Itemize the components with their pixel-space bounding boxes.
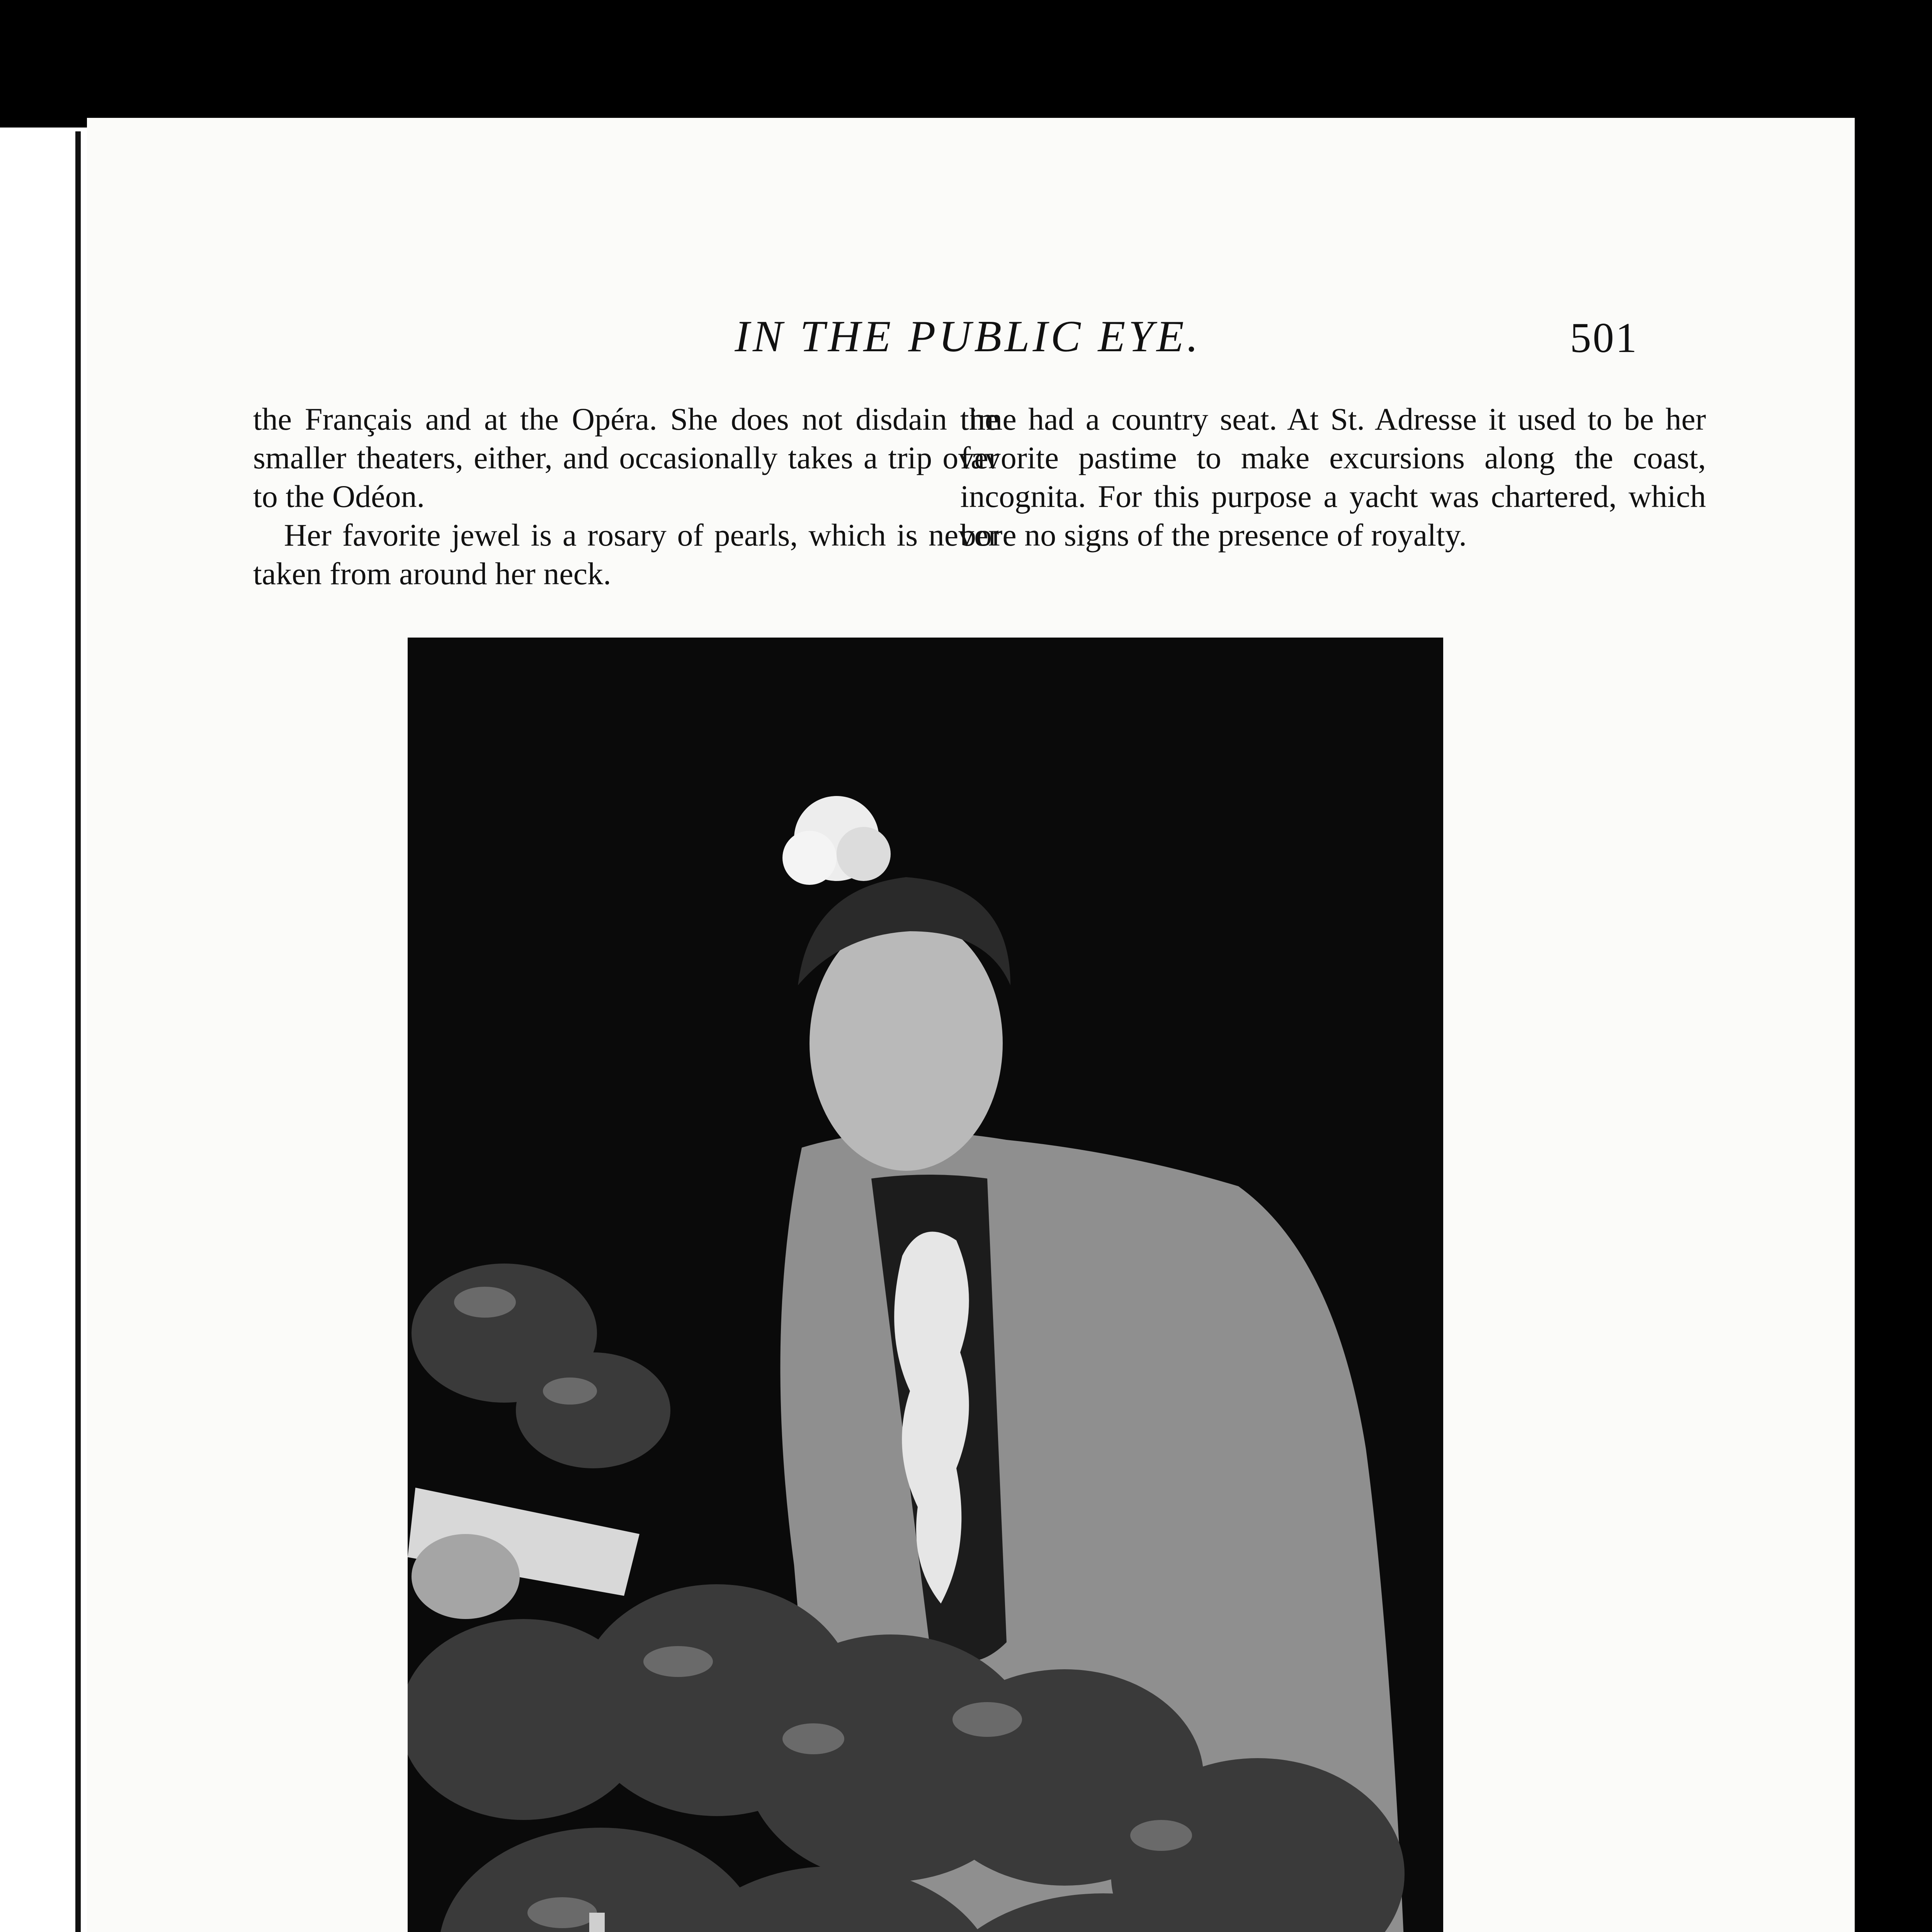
binding-gutter xyxy=(75,131,81,1932)
portrait-illustration xyxy=(408,638,1443,1932)
top-left-column xyxy=(253,400,999,593)
top-right-column xyxy=(960,400,1706,554)
running-title: IN THE PUBLIC EYE. xyxy=(735,312,1201,361)
paragraph: time had a country seat. At St. Adresse it used to be her favorite pastime to make excursions along the coast, incognita. For this purpose a yacht was chartered, which bore no signs of the presence of royalty. xyxy=(960,401,1706,553)
page-number: 501 xyxy=(1570,314,1638,361)
paragraph: the Français and at the Opéra. She does not disdain the smaller theaters, either, and occasionally takes a trip over to the Odéon. xyxy=(253,401,999,514)
portrait-photograph xyxy=(408,638,1443,1932)
page-header xyxy=(87,311,1855,388)
magazine-page xyxy=(87,118,1855,1932)
paragraph: Her favorite jewel is a rosary of pearls, which is never taken from around her neck. xyxy=(253,517,999,591)
